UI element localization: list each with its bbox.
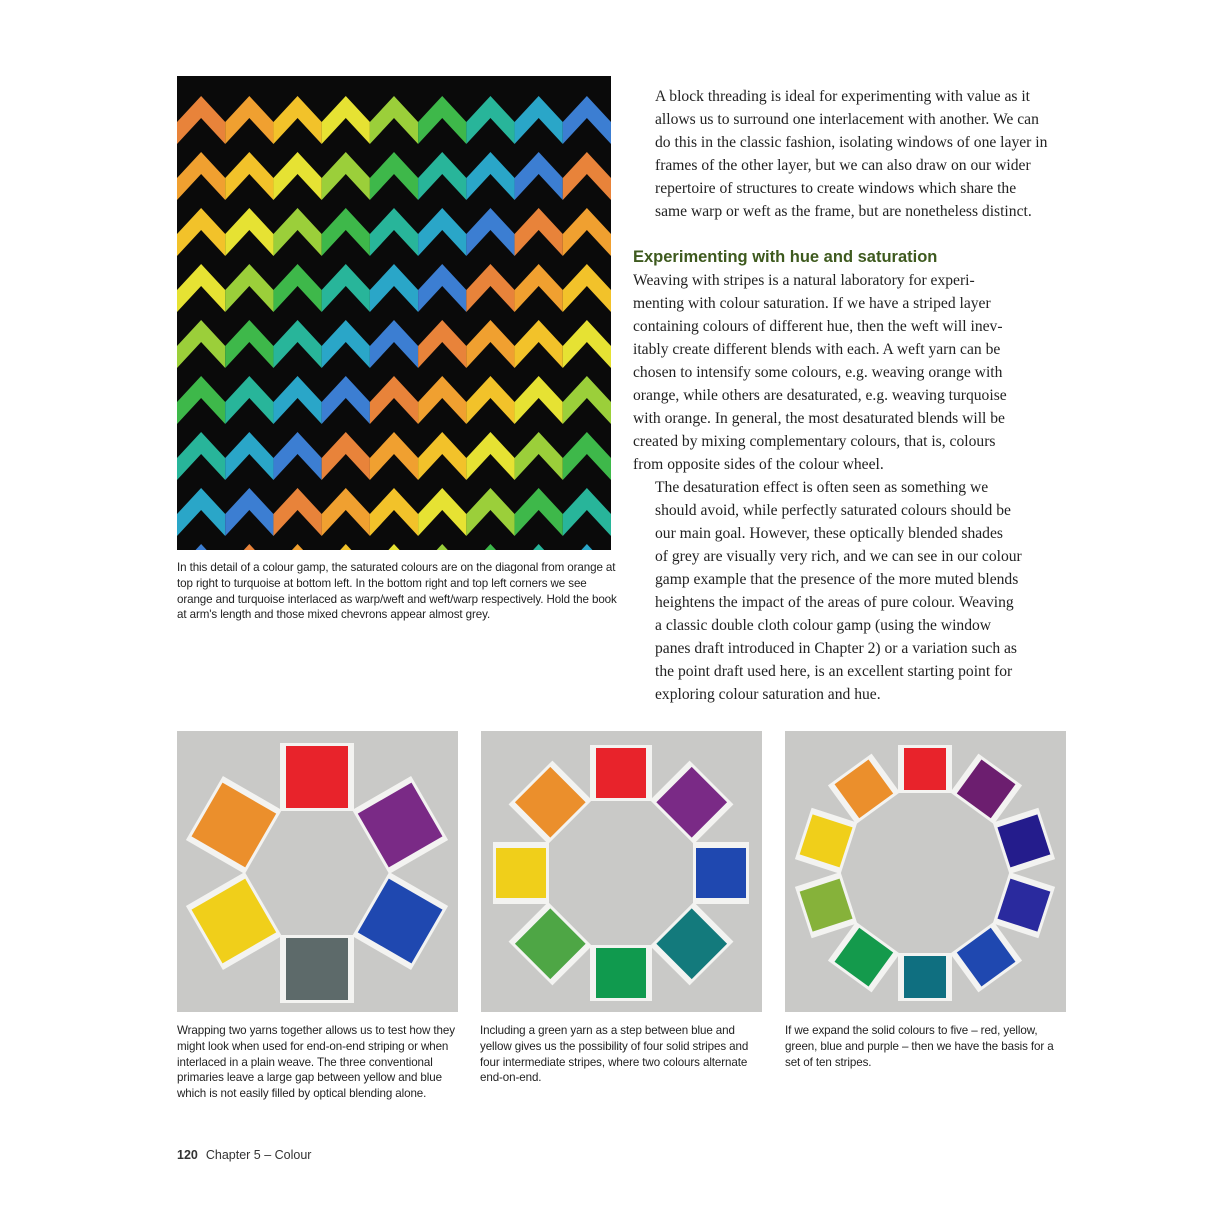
yarn-wrap xyxy=(192,879,277,964)
yarn-card xyxy=(650,902,733,985)
chevron-band xyxy=(418,544,466,550)
chevron-weave-image xyxy=(177,76,611,550)
chevron-band xyxy=(515,264,563,312)
chevron-band xyxy=(563,208,611,256)
text-line: gamp example that the presence of the more muted blends xyxy=(655,571,1019,588)
yarn-wrap xyxy=(286,938,348,1000)
text-line: heightens the impact of the areas of pure colour. Weaving xyxy=(655,594,1014,611)
chevron-band xyxy=(322,432,370,480)
text-line: Weaving with stripes is a natural laboratory for experi- xyxy=(633,272,975,289)
text-line: created by mixing complementary colours, that is, colours xyxy=(633,433,996,450)
chevron-band xyxy=(563,264,611,312)
yarn-card xyxy=(950,922,1022,993)
yarn-card xyxy=(950,754,1022,825)
chevron-band xyxy=(466,488,514,536)
colour-gamp-photo xyxy=(177,76,611,550)
yarn-card xyxy=(590,745,652,801)
yarn-card xyxy=(693,842,749,904)
text-line: panes draft introduced in Chapter 2) or a variation such as xyxy=(655,640,1017,657)
chevron-band xyxy=(466,264,514,312)
text-line: do this in the classic fashion, isolating windows of one layer in xyxy=(655,134,1048,151)
chevron-band xyxy=(322,96,370,144)
yarn-card xyxy=(280,743,354,811)
text-line: allows us to surround one interlacement with another. We can xyxy=(655,111,1039,128)
yarn-wrap xyxy=(904,748,946,790)
chevron-band xyxy=(225,96,273,144)
chevron-band xyxy=(563,432,611,480)
yarn-wrap xyxy=(696,848,746,898)
text-line: of grey are visually very rich, and we can see in our colour xyxy=(655,548,1022,565)
chevron-band xyxy=(225,488,273,536)
yarn-wrap xyxy=(656,767,727,838)
yarn-wrap xyxy=(957,760,1016,819)
yarn-wrap xyxy=(835,760,894,819)
yarn-card xyxy=(509,902,592,985)
chevron-band xyxy=(418,320,466,368)
yarn-wrap xyxy=(957,928,1016,987)
chevron-band xyxy=(273,432,321,480)
chevron-band xyxy=(225,544,273,550)
text-line: from opposite sides of the colour wheel. xyxy=(633,456,884,473)
chevron-band xyxy=(418,152,466,200)
chevron-band xyxy=(225,208,273,256)
yarn-wrap xyxy=(515,767,586,838)
yarn-card xyxy=(590,945,652,1001)
text-line: a classic double cloth colour gamp (using the window xyxy=(655,617,992,634)
chevron-band xyxy=(273,208,321,256)
yarn-wrap xyxy=(192,783,277,868)
chevron-band xyxy=(177,544,225,550)
yarn-card xyxy=(898,953,952,1001)
chevron-band xyxy=(273,488,321,536)
text-line: containing colours of different hue, then the weft will inev- xyxy=(633,318,1003,335)
yarn-card xyxy=(280,935,354,1003)
text-line: with orange. In general, the most desaturated blends will be xyxy=(633,410,1005,427)
chevron-band xyxy=(515,376,563,424)
yarn-card xyxy=(493,842,549,904)
yarn-card xyxy=(352,872,448,970)
chevron-band xyxy=(370,320,418,368)
yarn-wrap xyxy=(596,748,646,798)
yarn-wrap xyxy=(835,928,894,987)
chevron-band xyxy=(177,264,225,312)
chevron-band xyxy=(177,432,225,480)
text-line: A block threading is ideal for experimenting with value as it xyxy=(655,88,1031,105)
text-line: the point draft used here, is an excellent starting point for xyxy=(655,663,1013,680)
chevron-band xyxy=(515,96,563,144)
text-line: frames of the other layer, but we can also draw on our wider xyxy=(655,157,1031,174)
yarn-card xyxy=(795,808,857,874)
chevron-band xyxy=(563,376,611,424)
chevron-band xyxy=(322,152,370,200)
chevron-band xyxy=(515,208,563,256)
page-footer xyxy=(177,1148,311,1162)
yarn-card xyxy=(352,776,448,874)
chevron-band xyxy=(515,488,563,536)
yarn-card xyxy=(795,872,857,938)
chevron-band xyxy=(466,320,514,368)
chevron-band xyxy=(370,488,418,536)
yarn-card xyxy=(993,872,1055,938)
chevron-band xyxy=(225,152,273,200)
chevron-band xyxy=(177,488,225,536)
chevron-band xyxy=(370,376,418,424)
chevron-band xyxy=(322,320,370,368)
chevron-band xyxy=(515,152,563,200)
yarn-wheel-image xyxy=(481,731,762,1012)
chevron-band xyxy=(370,96,418,144)
text-line: chosen to intensify some colours, e.g. weaving orange with xyxy=(633,364,1003,381)
paragraph-value-experiment xyxy=(633,85,1065,223)
yarn-wrap xyxy=(515,908,586,979)
chevron-band xyxy=(466,96,514,144)
chevron-band xyxy=(370,432,418,480)
chevron-band xyxy=(563,320,611,368)
chevron-band xyxy=(466,152,514,200)
chevron-band xyxy=(322,376,370,424)
yarn-card xyxy=(509,761,592,844)
section-heading: Experimenting with hue and saturation xyxy=(633,248,938,266)
yarn-card xyxy=(828,754,900,825)
yarn-card xyxy=(898,745,952,793)
yarn-wrap xyxy=(496,848,546,898)
yarn-wrap xyxy=(656,908,727,979)
chevron-band xyxy=(418,488,466,536)
chevron-band xyxy=(225,320,273,368)
text-line: should avoid, while perfectly saturated colours should be xyxy=(655,502,1011,519)
chevron-band xyxy=(273,152,321,200)
chevron-band xyxy=(225,432,273,480)
hue-saturation-section xyxy=(633,246,1065,706)
chevron-band xyxy=(418,376,466,424)
text-line: menting with colour saturation. If we have a striped layer xyxy=(633,295,991,312)
text-line: The desaturation effect is often seen as something we xyxy=(655,479,989,496)
text-line: same warp or weft as the frame, but are nonetheless distinct. xyxy=(655,203,1032,220)
yarn-wheel-image xyxy=(177,731,458,1012)
wheel-caption-1: Wrapping two yarns together allows us to test how they might look when used for end-on-end striping or when interlaced in a plain weave. The three conventional primaries leave a large gap between yellow and blue which is not easily filled by optical blending alone. xyxy=(177,1024,455,1101)
chevron-band xyxy=(563,152,611,200)
chevron-band xyxy=(418,208,466,256)
text-line: orange, while others are desaturated, e.g. weaving turquoise xyxy=(633,387,1007,404)
yarn-wheel-image xyxy=(785,731,1066,1012)
chevron-band xyxy=(225,376,273,424)
chevron-band xyxy=(515,432,563,480)
chevron-band xyxy=(177,320,225,368)
chevron-band xyxy=(563,488,611,536)
yarn-card xyxy=(186,872,282,970)
yarn-wrap xyxy=(904,956,946,998)
chevron-band xyxy=(418,432,466,480)
yarn-card xyxy=(650,761,733,844)
paragraph-stripes xyxy=(633,269,1065,476)
chevron-band xyxy=(418,264,466,312)
yarn-card xyxy=(828,922,900,993)
chevron-band xyxy=(273,320,321,368)
gamp-caption: In this detail of a colour gamp, the saturated colours are on the diagonal from orange at top right to turquoise at bottom left. In the bottom right and top left corners we see orange and turquoise interlaced as warp/weft and weft/warp respectively. Hold the book at arm's length and those mixed chevrons appear almost grey. xyxy=(177,561,617,622)
chevron-band xyxy=(177,96,225,144)
yarn-wrap xyxy=(286,746,348,808)
intro-paragraph xyxy=(633,85,1065,223)
chevron-band xyxy=(273,96,321,144)
chevron-band xyxy=(322,488,370,536)
chevron-band xyxy=(273,376,321,424)
wheel-caption-2: Including a green yarn as a step between blue and yellow gives us the possibility of four solid stripes and four intermediate stripes, where two colours alternate end-on-end. xyxy=(480,1024,749,1085)
text-line: exploring colour saturation and hue. xyxy=(655,686,881,703)
chevron-band xyxy=(177,152,225,200)
chevron-band xyxy=(466,544,514,550)
page-number: 120 xyxy=(177,1148,198,1162)
text-line: itably create different blends with each. A weft yarn can be xyxy=(633,341,1001,358)
chevron-band xyxy=(370,152,418,200)
yarn-wrap xyxy=(358,879,443,964)
chevron-band xyxy=(466,376,514,424)
chevron-band xyxy=(370,264,418,312)
yarn-wrap xyxy=(596,948,646,998)
wheel-caption-3: If we expand the solid colours to five – red, yellow, green, blue and purple – then we have the basis for a set of ten stripes. xyxy=(785,1024,1054,1069)
chevron-band xyxy=(322,544,370,550)
chevron-band xyxy=(322,208,370,256)
chevron-band xyxy=(515,320,563,368)
chevron-band xyxy=(177,376,225,424)
yarn-wheel-photo-six xyxy=(177,731,458,1012)
chevron-band xyxy=(563,96,611,144)
chevron-band xyxy=(418,96,466,144)
chevron-band xyxy=(515,544,563,550)
text-line: our main goal. However, these optically blended shades xyxy=(655,525,1003,542)
yarn-wheel-photo-eight xyxy=(481,731,762,1012)
yarn-card xyxy=(186,776,282,874)
chevron-band xyxy=(370,208,418,256)
yarn-wrap xyxy=(358,783,443,868)
chevron-band xyxy=(370,544,418,550)
paragraph-desaturation xyxy=(633,476,1065,706)
text-line: repertoire of structures to create windows which share the xyxy=(655,180,1017,197)
chevron-band xyxy=(225,264,273,312)
yarn-card xyxy=(993,808,1055,874)
chevron-band xyxy=(273,264,321,312)
chevron-band xyxy=(563,544,611,550)
chevron-band xyxy=(466,208,514,256)
yarn-wheel-photo-ten xyxy=(785,731,1066,1012)
chapter-title: Chapter 5 – Colour xyxy=(205,1148,312,1162)
chevron-band xyxy=(273,544,321,550)
chevron-band xyxy=(177,208,225,256)
chevron-band xyxy=(466,432,514,480)
chevron-band xyxy=(322,264,370,312)
